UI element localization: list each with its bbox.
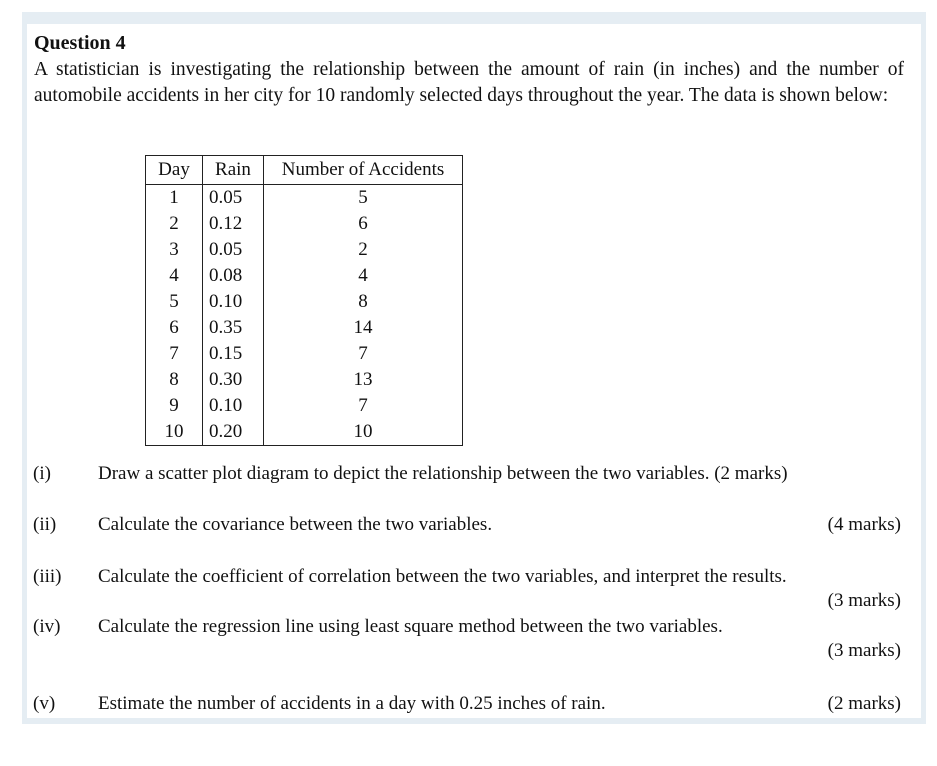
cell-accidents: 5 [358,187,368,208]
cell-day: 1 [146,185,203,212]
part-text-body: Draw a scatter plot diagram to depict the relationship between the two variables. [98,463,710,484]
cell-rain: 0.15 [203,341,264,367]
cell-rain: 0.12 [203,211,264,237]
cell-accidents: 10 [353,421,373,442]
cell-accidents: 2 [358,239,368,260]
cell-day: 8 [146,367,203,393]
header-accidents: Number of Accidents [264,156,463,185]
part-number: (ii) [33,514,57,535]
cell-day: 10 [146,419,203,446]
part-text: Calculate the regression line using least square method between the two variables. [98,616,723,637]
cell-day: 3 [146,237,203,263]
header-rain: Rain [203,156,264,185]
part-marks: (2 marks) [714,463,788,484]
cell-accidents: 6 [358,213,368,234]
table-row [146,211,463,237]
part-text: Estimate the number of accidents in a day with 0.25 inches of rain. [98,693,606,714]
header-day: Day [146,156,203,185]
cell-day: 7 [146,341,203,367]
part-marks: (3 marks) [827,640,901,661]
table-header-row [146,156,463,185]
cell-rain: 0.35 [203,315,264,341]
table-row [146,341,463,367]
part-number: (iii) [33,566,62,587]
table-row [146,367,463,393]
cell-day: 6 [146,315,203,341]
table-row [146,393,463,419]
cell-accidents: 4 [358,265,368,286]
data-table [145,155,463,446]
cell-rain: 0.20 [203,419,264,446]
cell-rain: 0.10 [203,289,264,315]
part-marks: (4 marks) [827,514,901,535]
part-number: (v) [33,693,56,714]
cell-day: 2 [146,211,203,237]
part-marks: (3 marks) [827,590,901,611]
cell-day: 5 [146,289,203,315]
cell-day: 4 [146,263,203,289]
cell-accidents: 14 [353,317,373,338]
cell-rain: 0.30 [203,367,264,393]
table-row [146,185,463,212]
cell-rain: 0.05 [203,185,264,212]
part-text: Calculate the covariance between the two variables. [98,514,493,535]
part-number: (i) [33,463,51,484]
table-row [146,237,463,263]
cell-accidents: 7 [358,343,368,364]
part-marks: (2 marks) [827,693,901,714]
cell-day: 9 [146,393,203,419]
table-row [146,289,463,315]
table-row [146,263,463,289]
cell-accidents: 7 [358,395,368,416]
question-title: Question 4 [34,32,126,54]
cell-accidents: 8 [358,291,368,312]
cell-rain: 0.10 [203,393,264,419]
part-text: Calculate the coefficient of correlation between the two variables, and interpret the results. [98,566,787,587]
cell-rain: 0.05 [203,237,264,263]
cell-rain: 0.08 [203,263,264,289]
part-text [98,462,788,486]
part-number: (iv) [33,616,61,637]
table-row [146,315,463,341]
cell-accidents: 13 [353,369,373,390]
table-row [146,419,463,446]
question-intro: A statistician is investigating the relationship between the amount of rain (in inches) and the number of automobile accidents in her city for 10 randomly selected days throughout the year. The data is shown below: [34,59,904,106]
